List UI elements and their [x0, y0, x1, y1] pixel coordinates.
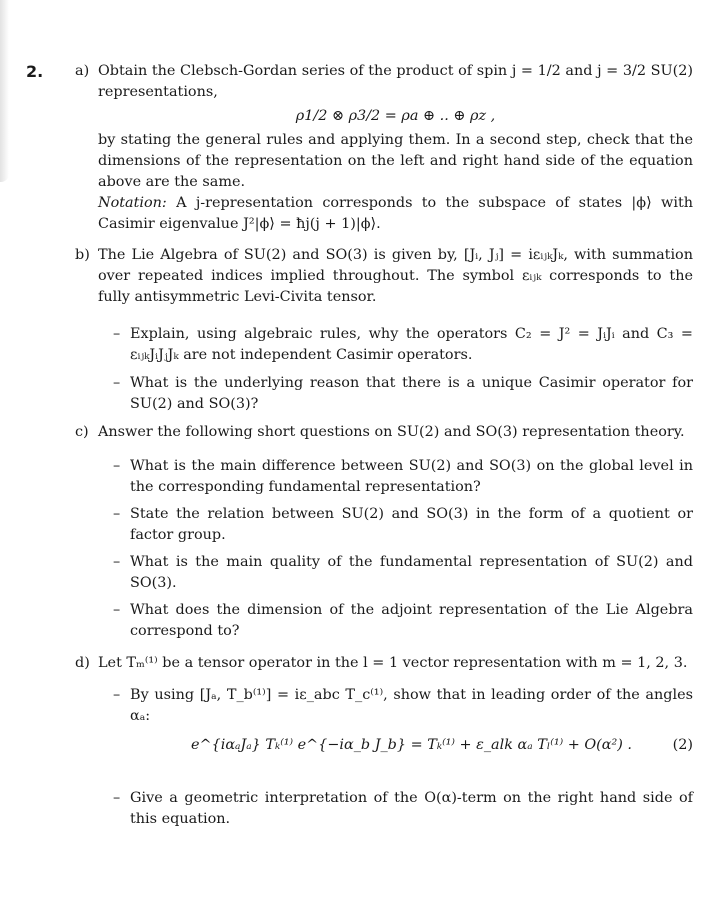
part-d: [75, 653, 693, 830]
part-c-bullet-3: – What is the main quality of the fundamental representation of SU(2) and SO(3).: [95, 552, 693, 594]
notation-text: A j-representation corresponds to the subspace of states |ϕ⟩ with Casimir eigenvalue J²|ϕ⟩ = ħj(j + 1)|ϕ⟩.: [98, 195, 693, 232]
page-edge-shadow: [0, 0, 9, 182]
part-c-bullet-1: – What is the main difference between SU(2) and SO(3) on the global level in the corresponding fundamental representation?: [95, 456, 693, 498]
part-a-label: a): [75, 63, 90, 79]
part-d-bullet-2: – Give a geometric interpretation of the O(α)-term on the right hand side of this equation.: [95, 788, 693, 830]
part-d-bullet-1-text: – By using [Jₐ, T_b⁽¹⁾] = iε_abc T_c⁽¹⁾, show that in leading order of the angles αₐ:: [130, 687, 693, 724]
part-d-bullet-1: [95, 685, 693, 756]
part-c-text: Answer the following short questions on SU(2) and SO(3) representation theory.: [98, 424, 685, 440]
part-b-label: b): [75, 247, 90, 263]
part-c: [75, 422, 693, 642]
part-a-equation: ρ1/2 ⊗ ρ3/2 = ρa ⊕ .. ⊕ ρz ,: [295, 108, 496, 124]
problem-number: 2.: [26, 62, 44, 81]
part-a-text1: Obtain the Clebsch-Gordan series of the product of spin j = 1/2 and j = 3/2 SU(2) representations,: [98, 63, 693, 100]
part-b-bullet-2: – What is the underlying reason that there is a unique Casimir operator for SU(2) and SO(3)?: [95, 373, 693, 415]
part-d-equation: e^{iαₐJₐ} Tₖ⁽¹⁾ e^{−iα_b J_b} = Tₖ⁽¹⁾ + ε_alk αₐ Tₗ⁽¹⁾ + O(α²) .: [190, 737, 633, 753]
part-b-text: The Lie Algebra of SU(2) and SO(3) is given by, [Jᵢ, Jⱼ] = iεᵢⱼₖJₖ, with summation over repeated indices implied throughout. The symbol εᵢⱼₖ corresponds to the fully antisymmetric Levi-Civita tensor.: [98, 247, 693, 305]
part-d-text: Let Tₘ⁽¹⁾ be a tensor operator in the l = 1 vector representation with m = 1, 2, 3.: [98, 655, 688, 671]
part-d-label: d): [75, 655, 90, 671]
part-a-text2: by stating the general rules and applying them. In a second step, check that the dimensions of the representation on the left and right hand side of the equation above are the same.: [98, 132, 693, 190]
part-c-label: c): [75, 424, 89, 440]
part-c-bullet-2: – State the relation between SU(2) and SO(3) in the form of a quotient or factor group.: [95, 504, 693, 546]
part-c-bullet-4: – What does the dimension of the adjoint representation of the Lie Algebra correspond to?: [95, 600, 693, 642]
part-a-notation: [98, 193, 693, 235]
part-a: [75, 61, 693, 235]
part-b-bullet-1: – Explain, using algebraic rules, why the operators C₂ = J² = JᵢJᵢ and C₃ = εᵢⱼₖJᵢJⱼJₖ are not independent Casimir operators.: [95, 324, 693, 366]
part-b: [75, 245, 693, 415]
notation-label: Notation:: [98, 195, 167, 211]
equation-number: (2): [672, 737, 693, 753]
part-d-equation-row: [130, 735, 693, 756]
